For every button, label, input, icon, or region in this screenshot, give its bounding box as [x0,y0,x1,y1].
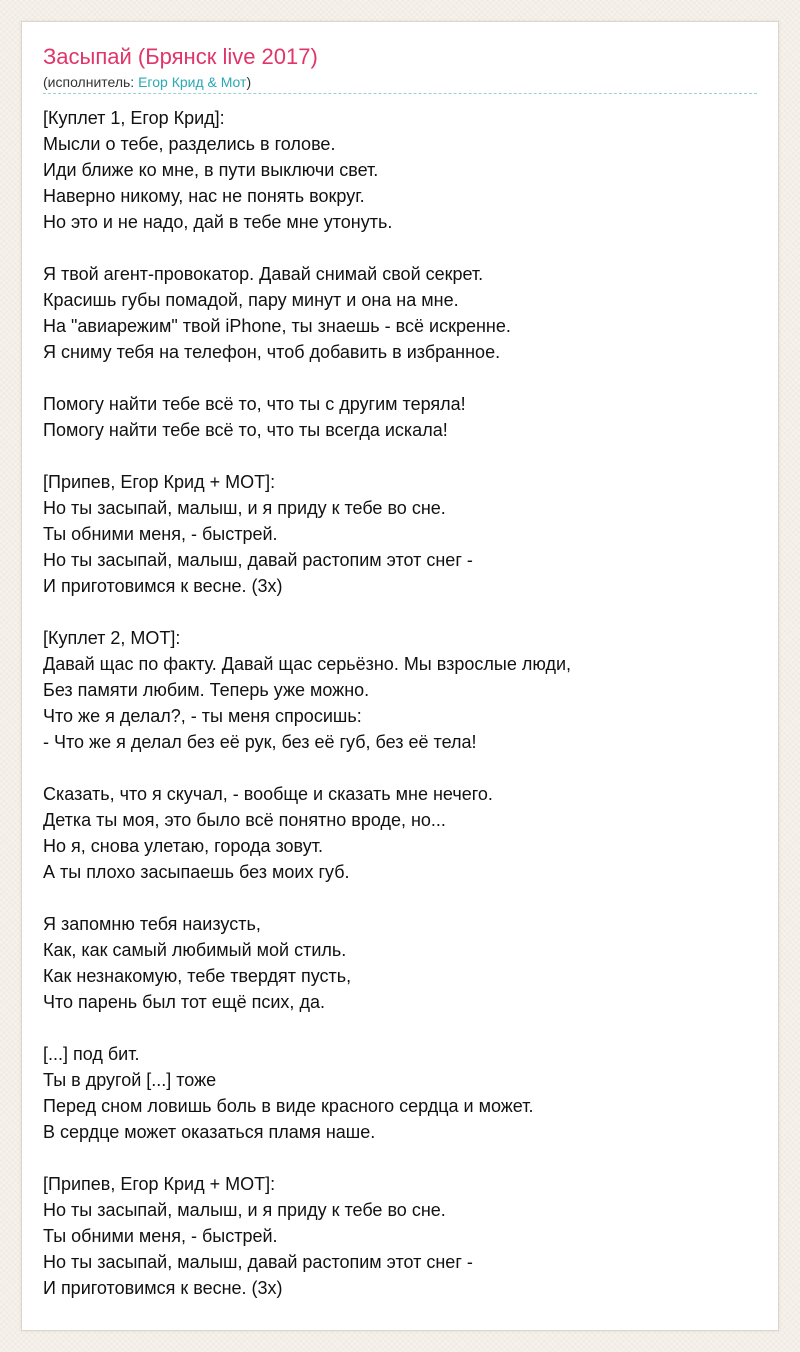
lyric-line: Детка ты моя, это было всё понятно вроде, но... [43,810,446,830]
lyric-line: В сердце может оказаться пламя наше. [43,1122,376,1142]
lyric-line: Но ты засыпай, малыш, давай растопим этот снег - [43,1252,473,1272]
lyric-line: Что парень был тот ещё псих, да. [43,992,325,1012]
lyric-line: Но ты засыпай, малыш, и я приду к тебе во сне. [43,1200,446,1220]
artist-prefix: (исполнитель: [43,74,139,90]
lyrics-body [43,105,759,1327]
lyrics-stanza [43,469,759,599]
lyric-line: Сказать, что я скучал, - вообще и сказать мне нечего. [43,784,493,804]
lyric-line: Я сниму тебя на телефон, чтоб добавить в избранное. [43,342,501,362]
lyric-line: А ты плохо засыпаешь без моих губ. [43,862,350,882]
lyric-line: Помогу найти тебе всё то, что ты с другим теряла! [43,394,466,414]
lyrics-stanza [43,1041,759,1145]
lyrics-stanza [43,105,759,235]
lyric-line: Наверно никому, нас не понять вокруг. [43,186,365,206]
lyric-line: Но ты засыпай, малыш, и я приду к тебе во сне. [43,498,446,518]
artist-link[interactable]: Егор Крид & Мот [138,74,247,90]
lyric-line: Как незнакомую, тебе твердят пусть, [43,966,352,986]
lyrics-stanza [43,625,759,755]
lyrics-stanza [43,781,759,885]
song-title: Засыпай (Брянск live 2017) [43,44,318,69]
lyric-line: [...] под бит. [43,1044,140,1064]
lyrics-stanza [43,911,759,1015]
lyric-line: Я твой агент-провокатор. Давай снимай свой секрет. [43,264,484,284]
lyrics-card [21,21,779,1331]
lyric-line: Давай щас по факту. Давай щас серьёзно. Мы взрослые люди, [43,654,572,674]
lyric-line: Как, как самый любимый мой стиль. [43,940,347,960]
lyric-line: [Припев, Егор Крид + МОТ]: [43,1174,276,1194]
lyric-line: Но это и не надо, дай в тебе мне утонуть. [43,212,393,232]
lyric-line: Что же я делал?, - ты меня спросишь: [43,706,362,726]
lyric-line: Ты обними меня, - быстрей. [43,524,278,544]
lyric-line: [Куплет 2, МОТ]: [43,628,181,648]
lyric-line: - Что же я делал без её рук, без её губ, без её тела! [43,732,477,752]
title-divider [43,93,757,94]
lyric-line: Но я, снова улетаю, города зовут. [43,836,323,856]
lyric-line: Без памяти любим. Теперь уже можно. [43,680,370,700]
lyric-line: Иди ближе ко мне, в пути выключи свет. [43,160,379,180]
lyric-line: Красишь губы помадой, пару минут и она на мне. [43,290,459,310]
artist-line [43,73,251,91]
lyrics-stanza [43,391,759,443]
lyric-line: Ты обними меня, - быстрей. [43,1226,278,1246]
lyric-line: На "авиарежим" твой iPhone, ты знаешь - всё искренне. [43,316,511,336]
lyric-line: Перед сном ловишь боль в виде красного сердца и может. [43,1096,534,1116]
lyric-line: [Припев, Егор Крид + МОТ]: [43,472,276,492]
lyric-line: И приготовимся к весне. (3x) [43,576,283,596]
lyric-line: Помогу найти тебе всё то, что ты всегда искала! [43,420,448,440]
lyric-line: Я запомню тебя наизусть, [43,914,261,934]
lyric-line: И приготовимся к весне. (3x) [43,1278,283,1298]
lyric-line: Ты в другой [...] тоже [43,1070,217,1090]
lyrics-stanza [43,261,759,365]
lyrics-stanza [43,1171,759,1301]
artist-suffix: ) [246,74,252,90]
lyric-line: [Куплет 1, Егор Крид]: [43,108,225,128]
lyric-line: Но ты засыпай, малыш, давай растопим этот снег - [43,550,473,570]
lyric-line: Мысли о тебе, разделись в голове. [43,134,336,154]
